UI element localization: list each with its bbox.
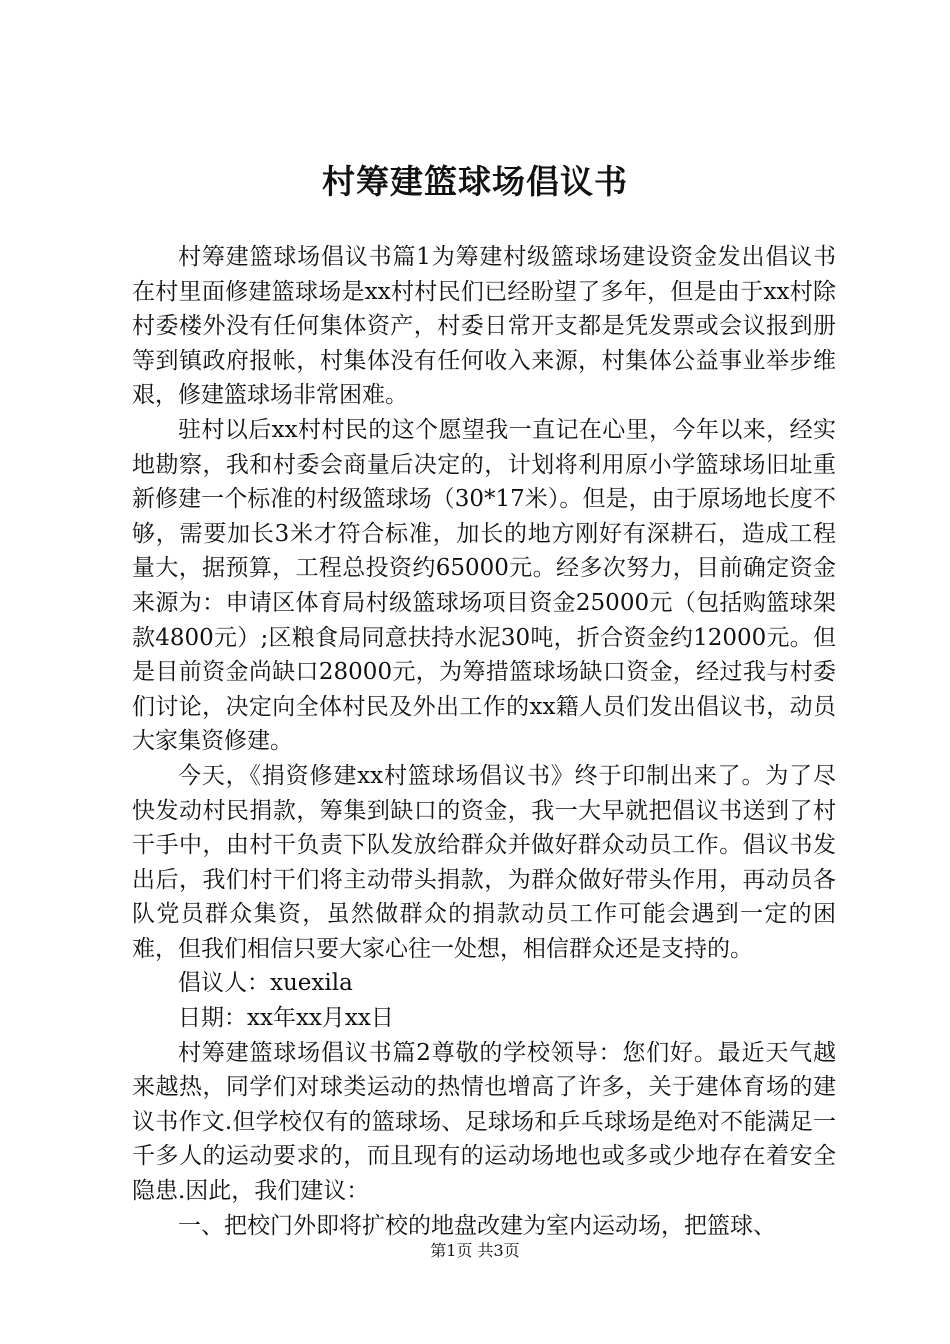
paragraph-today: 今天，《捐资修建xx村篮球场倡议书》终于印制出来了。为了尽快发动村民捐款，筹集到缺口的资金，我一大早就把倡议书送到了村干手中，由村干负责下队发放给群众并做好群众动员工作。倡议书发出后，我们村干们将主动带头捐款，为群众做好带头作用，再动员各队党员群众集资，虽然做群众的捐款动员工作可能会遇到一定的困难，但我们相信只要大家心往一处想，相信群众还是支持的。: [132, 762, 836, 962]
paragraph-intro: 村筹建篮球场倡议书篇1为筹建村级篮球场建设资金发出倡议书在村里面修建篮球场是xx村村民们已经盼望了多年，但是由于xx村除村委楼外没有任何集体资产，村委日常开支都是凭发票或会议报到册等到镇政府报帐，村集体没有任何收入来源，村集体公益事业举步维艰，修建篮球场非常困难。: [132, 244, 836, 409]
paragraph-second-letter: 村筹建篮球场倡议书篇2尊敬的学校领导：您们好。最近天气越来越热，同学们对球类运动的热情也增高了许多，关于建体育场的建议书作文.但学校仅有的篮球场、足球场和乒乓球场是绝对不能满足一千多人的运动要求的，而且现有的运动场地也或多或少地存在着安全隐患.因此，我们建议：: [132, 1039, 836, 1205]
paragraph-date: 日期：xx年xx月xx日: [178, 1005, 394, 1032]
paragraph-plan: 驻村以后xx村村民的这个愿望我一直记在心里，今年以来，经实地勘察，我和村委会商量后决定的，计划将利用原小学篮球场旧址重新修建一个标准的村级篮球场（30*17米）。但是，由于原场地长度不够，需要加长3米才符合标准，加长的地方刚好有深耕石，造成工程量大，据预算，工程总投资约65000元。经多次努力，目前确定资金来源为：申请区体育局村级篮球场项目资金25000元（包括购篮球架款4800元）;区粮食局同意扶持水泥30吨，折合资金约12000元。但是目前资金尚缺口28000元，为筹措篮球场缺口资金，经过我与村委们讨论，决定向全体村民及外出工作的xx籍人员们发出倡议书，动员大家集资修建。: [132, 416, 836, 755]
document-body: [132, 240, 836, 1243]
paragraph-initiator: 倡议人：xuexila: [178, 970, 353, 997]
paragraph-suggestion-one: 一、把校门外即将扩校的地盘改建为室内运动场，把篮球、: [178, 1212, 776, 1239]
document-title: 村筹建篮球场倡议书: [322, 162, 628, 201]
page-number-footer: 第1页 共3页: [430, 1241, 520, 1260]
